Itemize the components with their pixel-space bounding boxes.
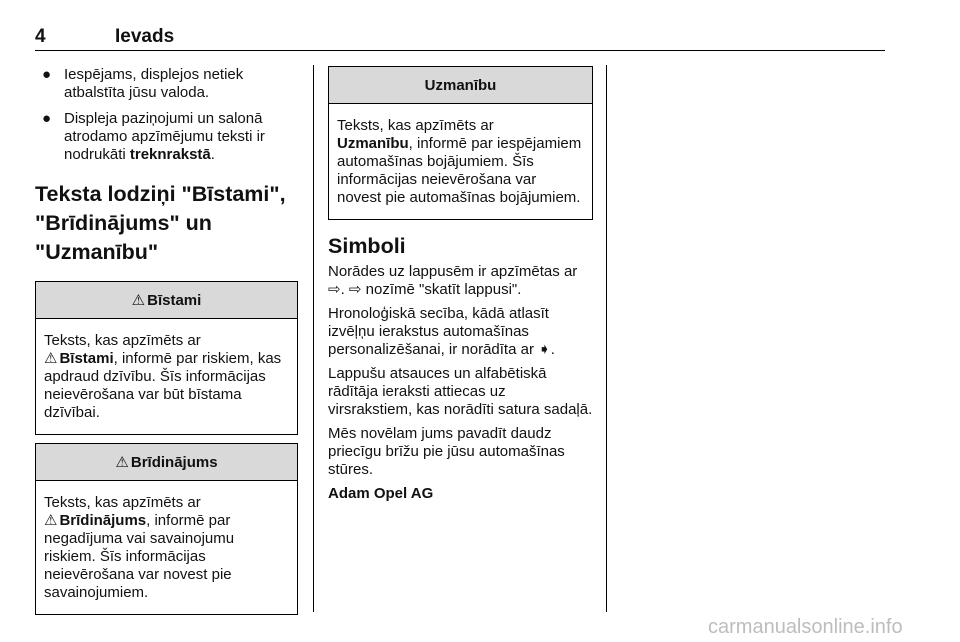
text: Hronoloģiskā secība, kādā atlasīt izvēļņu ierakstus automašīnas personalizēšanai, ir norādīta ar xyxy=(328,305,549,358)
heading-line: "Brīdinājums" un xyxy=(35,211,212,235)
warning-box xyxy=(35,443,298,615)
bullet-text: Displeja paziņojumi un salonā atrodamo apzīmējumu teksti ir nodrukāti xyxy=(64,110,265,163)
arrow-right-icon: ➧ xyxy=(538,341,551,358)
bold-term: Brīdinājums xyxy=(59,512,147,529)
warning-title-text: Brīdinājums xyxy=(130,453,218,471)
body-intro: Teksts, kas apzīmēts ar xyxy=(44,494,201,511)
caution-box-body xyxy=(329,104,592,219)
bold-term: Uzmanību xyxy=(337,135,409,152)
page-ref-icon: ⇨ xyxy=(348,281,362,298)
bullet-icon: ● xyxy=(42,110,52,127)
bold-term: Bīstami xyxy=(59,350,114,367)
danger-box-title xyxy=(36,282,297,319)
text: Norādes uz lappusēm ir apzīmētas ar xyxy=(328,263,578,280)
warning-triangle-icon: ⚠ xyxy=(115,454,129,471)
warning-triangle-icon: ⚠ xyxy=(131,292,146,309)
section-heading xyxy=(35,180,298,267)
bullet-text-end: . xyxy=(210,146,215,163)
page-ref-icon: ⇨ xyxy=(328,281,341,298)
body-intro: Teksts, kas apzīmēts ar xyxy=(44,332,201,349)
body-rest: , informē par riskiem, kas apdraud dzīvību. Šīs informācijas neievērošana var būt bīstama dzīvībai. xyxy=(44,350,282,421)
left-column xyxy=(35,66,298,623)
symbols-heading: Simboli xyxy=(328,234,406,258)
warning-box-body xyxy=(36,481,297,614)
heading-line: Teksta lodziņi "Bīstami", xyxy=(35,182,286,206)
heading-line: "Uzmanību" xyxy=(35,240,159,264)
bullet-text: Iespējams, displejos netiek atbalstīta jūsu valoda. xyxy=(64,66,244,101)
paragraph: Lappušu atsauces un alfabētiskā rādītāja ieraksti attiecas uz virsrakstiem, kas norādīti satura sadaļā. xyxy=(328,365,593,418)
warning-triangle-icon: ⚠ xyxy=(44,350,58,367)
body-intro: Teksts, kas apzīmēts ar xyxy=(337,117,494,134)
danger-title-text: Bīstami xyxy=(147,291,202,309)
column-divider-right xyxy=(606,65,607,612)
list-item xyxy=(35,66,298,102)
caution-box-title xyxy=(329,67,592,104)
section-title: Ievads xyxy=(115,26,175,47)
column-divider-left xyxy=(313,65,314,612)
text: nozīmē "skatīt lappusi". xyxy=(361,281,522,298)
middle-column xyxy=(328,66,593,502)
text: . xyxy=(550,341,555,358)
bullet-icon: ● xyxy=(42,66,52,83)
caution-title-text: Uzmanību xyxy=(424,76,497,94)
page-header xyxy=(35,24,885,51)
text: . xyxy=(340,281,349,298)
warning-box-title xyxy=(36,444,297,481)
signature: Adam Opel AG xyxy=(328,485,434,502)
page-number: 4 xyxy=(35,26,46,47)
paragraph: Mēs novēlam jums pavadīt daudz priecīgu brīžu pie jūsu automašīnas stūres. xyxy=(328,425,565,478)
list-item xyxy=(35,110,298,164)
caution-box xyxy=(328,66,593,220)
paragraph xyxy=(328,305,593,359)
body-rest: , informē par iespējamiem automašīnas bojājumiem. Šīs informācijas neievērošana var novest pie automašīnas bojājumiem. xyxy=(337,135,582,206)
danger-box-body xyxy=(36,319,297,434)
watermark: carmanualsonline.info xyxy=(708,616,903,638)
body-rest: , informē par negadījuma vai savainojumu riskiem. Šīs informācijas neievērošana var novest pie savainojumiem. xyxy=(44,512,235,601)
warning-triangle-icon: ⚠ xyxy=(44,512,58,529)
bold-term: treknrakstā xyxy=(129,146,211,163)
paragraph xyxy=(328,263,593,299)
danger-box xyxy=(35,281,298,435)
